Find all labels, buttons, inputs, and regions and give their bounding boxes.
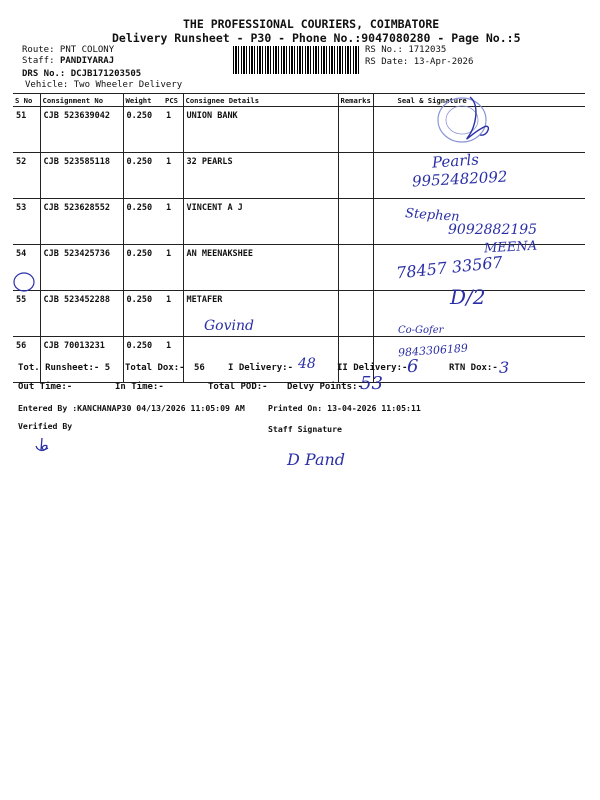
cell-pcs: 1 [163, 153, 183, 199]
col-seal-signature: Seal & Signature [373, 94, 585, 107]
cell-pcs: 1 [163, 107, 183, 153]
cell-weight: 0.250 [123, 291, 163, 337]
staff-label: Staff: [22, 56, 55, 66]
vehicle: Vehicle: Two Wheeler Delivery [25, 80, 183, 90]
col-weight: Weight [123, 94, 163, 107]
route: Route: PNT COLONY [22, 45, 115, 55]
cell-weight: 0.250 [123, 107, 163, 153]
handwritten-name: MEENA [483, 238, 538, 257]
cell-weight: 0.250 [123, 337, 163, 383]
cell-remarks [338, 291, 373, 337]
ii-delivery-label: II Delivery:- [337, 363, 408, 373]
cell-pcs: 1 [163, 199, 183, 245]
handwritten-name: Stephen [404, 206, 461, 225]
drs-number: DRS No.: DCJB171203505 [22, 69, 142, 79]
runsheet-title: Delivery Runsheet - P30 - Phone No.:9047080280 - Page No.:5 [112, 31, 521, 45]
ii-delivery-value: 6 [407, 356, 419, 377]
i-delivery-value: 48 [298, 356, 316, 372]
col-sno: S No [13, 94, 40, 107]
cell-weight: 0.250 [123, 199, 163, 245]
cell-sno: 54 [13, 245, 40, 291]
delvy-points-label: Delvy Points:- [287, 382, 363, 392]
rs-date: RS Date: 13-Apr-2026 [365, 57, 474, 67]
verified-signature-icon [32, 436, 52, 454]
out-time: Out Time:- [18, 382, 73, 392]
cell-consignee: AN MEENAKSHEE [183, 245, 338, 291]
total-pod: Total POD:- [208, 382, 268, 392]
rs-number: RS No.: 1712035 [365, 45, 447, 55]
cell-sno: 51 [13, 107, 40, 153]
cell-pcs: 1 [163, 291, 183, 337]
cell-consignee: METAFER [183, 291, 338, 337]
cell-consignee: VINCENT A J [183, 199, 338, 245]
seal-stamp-icon [428, 93, 508, 153]
handwritten-note: D/2 [450, 285, 486, 309]
company-title: THE PROFESSIONAL COURIERS, COIMBATORE [183, 17, 440, 31]
total-dox-label: Total Dox:- [125, 363, 185, 373]
cell-pcs: 1 [163, 245, 183, 291]
tot-runsheet: Tot. Runsheet:- 5 [18, 363, 111, 373]
col-pcs: PCS [163, 94, 183, 107]
cell-remarks [338, 199, 373, 245]
cell-remarks [338, 245, 373, 291]
col-consignment: Consignment No [40, 94, 123, 107]
cell-consignment: CJB 70013231 [40, 337, 123, 383]
cell-consignment: CJB 523452288 [40, 291, 123, 337]
cell-consignee: 32 PEARLS [183, 153, 338, 199]
cell-consignment: CJB 523639042 [40, 107, 123, 153]
cell-remarks [338, 107, 373, 153]
handwritten-name: Co-Gofer [398, 325, 444, 336]
circle-mark-icon [12, 271, 36, 293]
handwritten-consignee: Govind [204, 318, 254, 334]
cell-sno: 55 [13, 291, 40, 337]
cell-consignment: CJB 523585118 [40, 153, 123, 199]
staff [22, 56, 114, 66]
cell-signature [373, 337, 585, 383]
cell-weight: 0.250 [123, 153, 163, 199]
cell-sno: 56 [13, 337, 40, 383]
entered-by: Entered By :KANCHANAP30 04/13/2026 11:05:09 AM [18, 403, 245, 413]
col-remarks: Remarks [338, 94, 373, 107]
table-row [13, 291, 585, 337]
cell-pcs: 1 [163, 337, 183, 383]
cell-consignee: UNION BANK [183, 107, 338, 153]
rtn-dox-label: RTN Dox:- [449, 363, 498, 373]
handwritten-name: Pearls [431, 150, 480, 172]
cell-consignment: CJB 523425736 [40, 245, 123, 291]
handwritten-phone: 9092882195 [448, 222, 538, 238]
col-consignee: Consignee Details [183, 94, 338, 107]
total-dox-value: 56 [194, 363, 205, 373]
i-delivery-label: I Delivery:- [228, 363, 294, 373]
staff-name: PANDIYARAJ [59, 56, 115, 66]
verified-by: Verified By [18, 421, 73, 431]
cell-remarks [338, 153, 373, 199]
handwritten-phone: 9952482092 [411, 167, 508, 191]
rtn-dox-value: 3 [499, 358, 510, 377]
staff-signature: D Pand [287, 450, 346, 469]
handwritten-phone: 78457 33567 [395, 252, 504, 283]
delvy-points-value: 53 [360, 373, 383, 394]
handwritten-phone: 9843306189 [397, 341, 469, 360]
barcode [233, 46, 361, 74]
staff-signature-label: Staff Signature [268, 424, 342, 434]
cell-sno: 52 [13, 153, 40, 199]
printed-on: Printed On: 13-04-2026 11:05:11 [268, 403, 421, 413]
cell-weight: 0.250 [123, 245, 163, 291]
cell-sno: 53 [13, 199, 40, 245]
in-time: In Time:- [115, 382, 164, 392]
cell-consignment: CJB 523628552 [40, 199, 123, 245]
